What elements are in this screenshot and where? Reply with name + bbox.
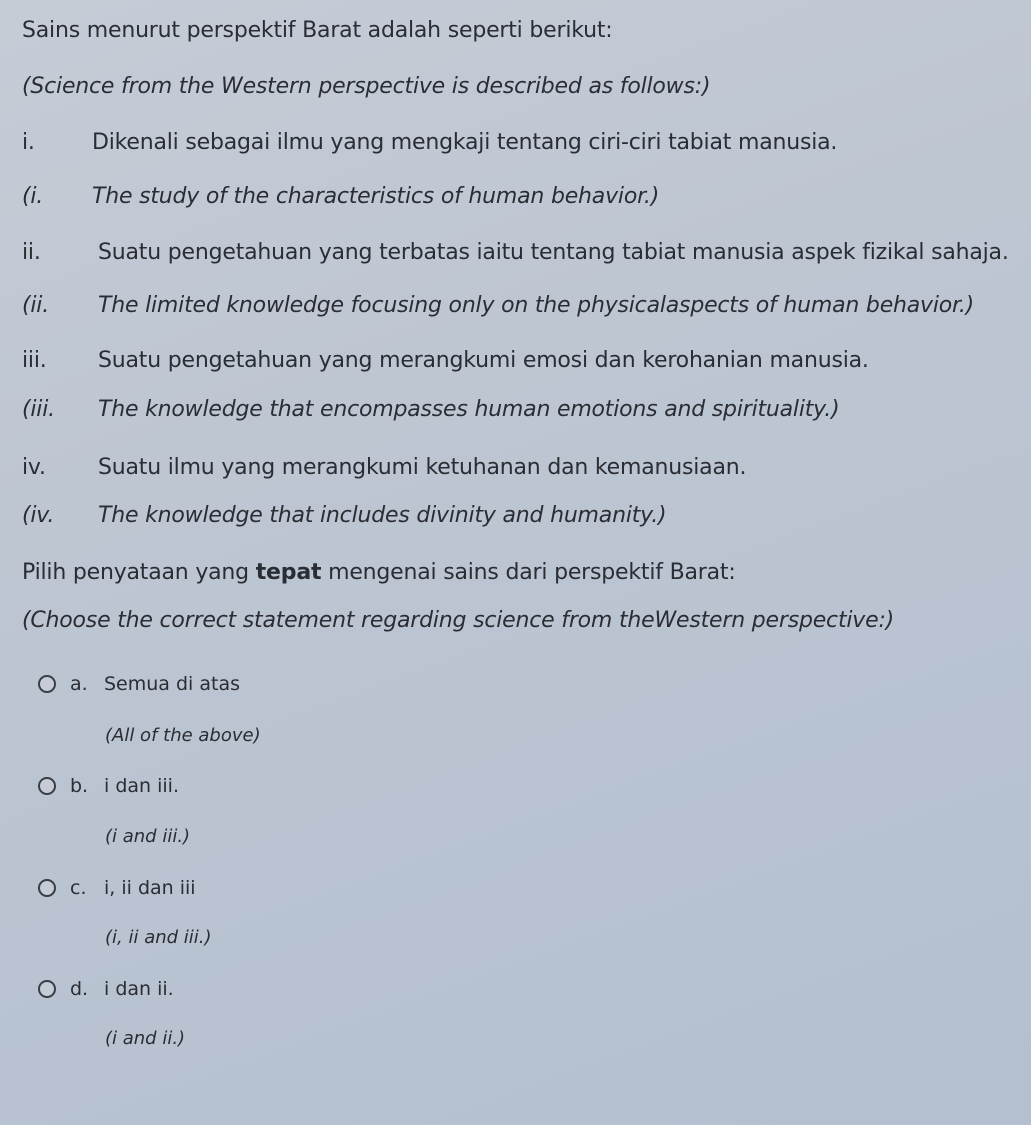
question-prompt	[22, 560, 736, 585]
statement-text: The study of the characteristics of human behavior.)	[92, 184, 660, 209]
option-a-translation: (All of the above)	[105, 725, 261, 746]
statement-text: The knowledge that encompasses human emotions and spirituality.)	[98, 397, 840, 422]
prompt-text-after: mengenai sains dari perspektif Barat:	[321, 560, 736, 585]
question-intro: Sains menurut perspektif Barat adalah seperti berikut:	[22, 18, 613, 43]
statement-number: iv.	[22, 455, 46, 480]
option-text[interactable]: Semua di atas	[104, 673, 240, 695]
statement-number: (iii.	[22, 397, 55, 422]
statement-number: ii.	[22, 240, 41, 265]
statement-iii-translation	[22, 397, 839, 422]
option-b-translation: (i and iii.)	[105, 826, 191, 847]
statement-text: Suatu ilmu yang merangkumi ketuhanan dan kemanusiaan.	[98, 455, 747, 480]
option-text[interactable]: i, ii dan iii	[104, 877, 196, 899]
option-letter: d.	[70, 978, 89, 1000]
radio-button[interactable]	[38, 675, 56, 693]
statement-i-translation	[22, 184, 659, 209]
prompt-text-before: Pilih penyataan yang	[22, 560, 256, 585]
statement-ii-translation	[22, 293, 974, 318]
radio-button[interactable]	[38, 980, 56, 998]
statement-text: Suatu pengetahuan yang terbatas iaitu tentang tabiat manusia aspek fizikal sahaja.	[98, 240, 1009, 265]
option-text[interactable]: i dan ii.	[104, 978, 174, 1000]
statement-text: The knowledge that includes divinity and humanity.)	[98, 503, 667, 528]
option-letter: b.	[70, 775, 89, 797]
prompt-emphasis: tepat	[255, 560, 322, 585]
radio-button[interactable]	[38, 777, 56, 795]
radio-button[interactable]	[38, 879, 56, 897]
statement-number: (i.	[22, 184, 44, 209]
option-d-translation: (i and ii.)	[105, 1028, 186, 1049]
statement-i	[22, 130, 837, 155]
statement-number: iii.	[22, 348, 47, 373]
statement-iv-translation	[22, 503, 666, 528]
answer-option-d[interactable]	[38, 978, 174, 1000]
statement-number: (ii.	[22, 293, 50, 318]
option-c-translation: (i, ii and iii.)	[105, 927, 212, 948]
statement-ii	[22, 240, 1009, 265]
statement-iv	[22, 455, 746, 480]
answer-option-a[interactable]	[38, 673, 240, 695]
option-text[interactable]: i dan iii.	[104, 775, 179, 797]
option-letter: c.	[70, 877, 87, 899]
statement-text: Suatu pengetahuan yang merangkumi emosi dan kerohanian manusia.	[98, 348, 869, 373]
statement-text: Dikenali sebagai ilmu yang mengkaji tentang ciri-ciri tabiat manusia.	[92, 130, 838, 155]
answer-option-c[interactable]	[38, 877, 196, 899]
question-prompt-translation: (Choose the correct statement regarding science from theWestern perspective:)	[22, 608, 895, 633]
question-intro-translation: (Science from the Western perspective is described as follows:)	[22, 74, 711, 99]
statement-text: The limited knowledge focusing only on the physicalaspects of human behavior.)	[98, 293, 975, 318]
option-letter: a.	[70, 673, 88, 695]
statement-number: (iv.	[22, 503, 55, 528]
answer-option-b[interactable]	[38, 775, 179, 797]
statement-iii	[22, 348, 869, 373]
statement-number: i.	[22, 130, 35, 155]
